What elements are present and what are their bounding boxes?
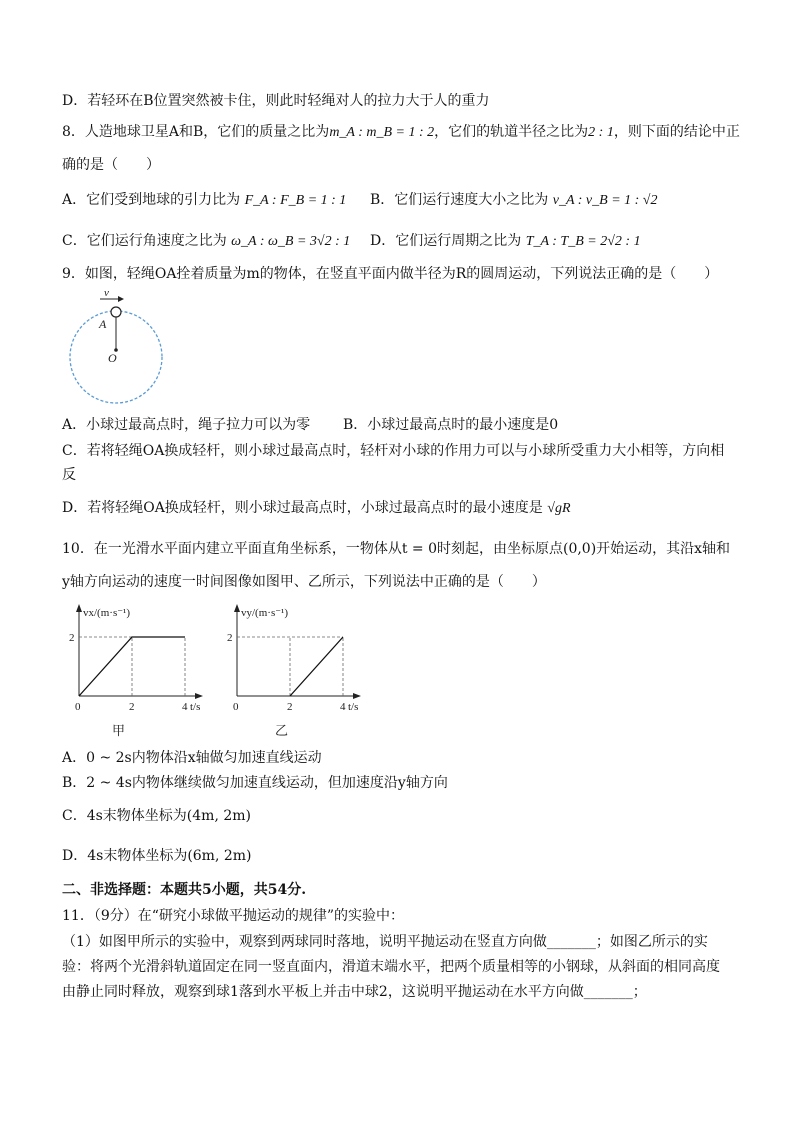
q10-stem-line2: y轴方向运动的速度一时间图像如图甲、乙所示，下列说法中正确的是（ ） (62, 574, 546, 590)
chart-yi-title: 乙 (275, 723, 289, 738)
q9-velocity-arrowhead (118, 296, 124, 302)
q10-option-d[interactable]: D．4s末物体坐标为(6m, 2m) (62, 848, 252, 864)
q11-part1-line3: 由静止同时释放，观察到球1落到水平板上并击中球2，这说明平抛运动在水平方向做_______； (62, 984, 647, 1000)
chart-yi-x-tick-label: 0 (233, 701, 239, 713)
chart-jia-xlabel: t/s (190, 701, 201, 713)
chart-yi-x-tick-label: 4 (340, 701, 346, 713)
q8-radius-ratio: 2 : 1 (588, 125, 614, 140)
chart-jia-title: 甲 (112, 723, 126, 738)
q8-option-b-text: B．它们运行速度大小之比为 (370, 192, 549, 208)
q9-option-b[interactable]: B．小球过最高点时的最小速度是0 (343, 417, 559, 433)
q9-stem: 9．如图，轻绳OA拴着质量为m的物体，在竖直平面内做半径为R的圆周运动，下列说法正确的是（ ） (62, 266, 719, 282)
chart-jia-x-arrow (195, 693, 203, 699)
q7-option-d: D．若轻环在B位置突然被卡住，则此时轻绳对人的拉力大于人的重力 (62, 93, 490, 109)
q8-option-b[interactable] (370, 190, 657, 211)
section-2-heading: 二、非选择题：本题共5小题，共54分. (62, 882, 307, 898)
chart-jia-y-arrow (76, 604, 82, 612)
q9-option-c-line1[interactable]: C．若将轻绳OA换成轻杆，则小球过最高点时，轻杆对小球的作用力可以与小球所受重力大小相等，方向相 (62, 443, 725, 459)
q9-option-d-math: √gR (547, 501, 571, 516)
q9-label-o: O (108, 351, 117, 365)
chart-yi-xlabel: t/s (348, 701, 359, 713)
q8-stem-line2: 确的是（ ） (62, 157, 160, 173)
q8-stem-part3: ，则下面的结论中正 (613, 124, 740, 140)
chart-jia-x-tick-label: 0 (75, 701, 81, 713)
q9-option-c-line2: 反 (62, 467, 76, 483)
q8-option-c[interactable] (62, 231, 350, 252)
q8-stem-part1: 8．人造地球卫星A和B，它们的质量之比为 (62, 124, 330, 140)
q9-ball (111, 307, 121, 317)
chart-jia-ylabel: vx/(m·s⁻¹) (83, 607, 130, 619)
chart-yi-x-arrow (353, 693, 361, 699)
q9-label-v: v (104, 290, 109, 299)
chart-jia-x-tick-label: 4 (182, 701, 188, 713)
q9-circle-figure (62, 290, 172, 405)
q10-option-c[interactable]: C．4s末物体坐标为(4m, 2m) (62, 808, 251, 824)
q8-option-b-math: v_A : v_B = 1 : √2 (552, 193, 658, 208)
q8-stem-part2: ，它们的轨道半径之比为 (434, 124, 589, 140)
q10-option-a[interactable]: A．0 ~ 2s内物体沿x轴做匀加速直线运动 (62, 750, 322, 766)
chart-yi-y-tick-label: 2 (227, 632, 233, 644)
q11-part1-line2: 验：将两个光滑斜轨道固定在同一竖直面内，滑道末端水平，把两个质量相等的小钢球，从斜面的相同高度 (62, 959, 720, 975)
chart-yi-x-tick-label: 2 (287, 701, 293, 713)
chart-yi (220, 600, 380, 750)
q8-option-c-text: C．它们运行角速度之比为 (62, 233, 227, 249)
q9-option-d[interactable] (62, 498, 571, 519)
q8-option-d-text: D．它们运行周期之比为 (370, 233, 522, 249)
chart-jia (62, 600, 222, 750)
q8-stem-line1 (62, 122, 740, 143)
q10-option-b[interactable]: B．2 ~ 4s内物体继续做匀加速直线运动，但加速度沿y轴方向 (62, 775, 448, 791)
q9-option-d-text: D．若将轻绳OA换成轻杆，则小球过最高点时，小球过最高点时的最小速度是 (62, 500, 543, 516)
q8-option-a[interactable] (62, 190, 346, 211)
q8-option-a-math: F_A : F_B = 1 : 1 (244, 193, 347, 208)
q9-label-a: A (99, 317, 107, 331)
chart-yi-y-arrow (234, 604, 240, 612)
q9-option-a[interactable]: A．小球过最高点时，绳子拉力可以为零 (62, 417, 311, 433)
chart-yi-ylabel: vy/(m·s⁻¹) (241, 607, 288, 619)
q8-mass-ratio: m_A : m_B = 1 : 2 (329, 125, 435, 140)
q11-part1-line1: （1）如图甲所示的实验中，观察到两球同时落地，说明平抛运动在竖直方向做_______；如图乙所示的实 (62, 934, 708, 950)
chart-jia-y-tick-label: 2 (69, 632, 75, 644)
q8-option-d[interactable] (370, 231, 641, 252)
q11-stem: 11．（9分）在“研究小球做平抛运动的规律”的实验中： (62, 908, 405, 924)
q8-option-d-math: T_A : T_B = 2√2 : 1 (525, 234, 641, 249)
q8-option-a-text: A．它们受到地球的引力比为 (62, 192, 241, 208)
chart-yi-series-line (290, 637, 343, 696)
q10-stem-line1: 10．在一光滑水平面内建立平面直角坐标系，一物体从t = 0时刻起，由坐标原点(0,0)开始运动，其沿x轴和 (62, 541, 731, 557)
q8-option-c-math: ω_A : ω_B = 3√2 : 1 (231, 234, 351, 249)
chart-jia-x-tick-label: 2 (129, 701, 135, 713)
